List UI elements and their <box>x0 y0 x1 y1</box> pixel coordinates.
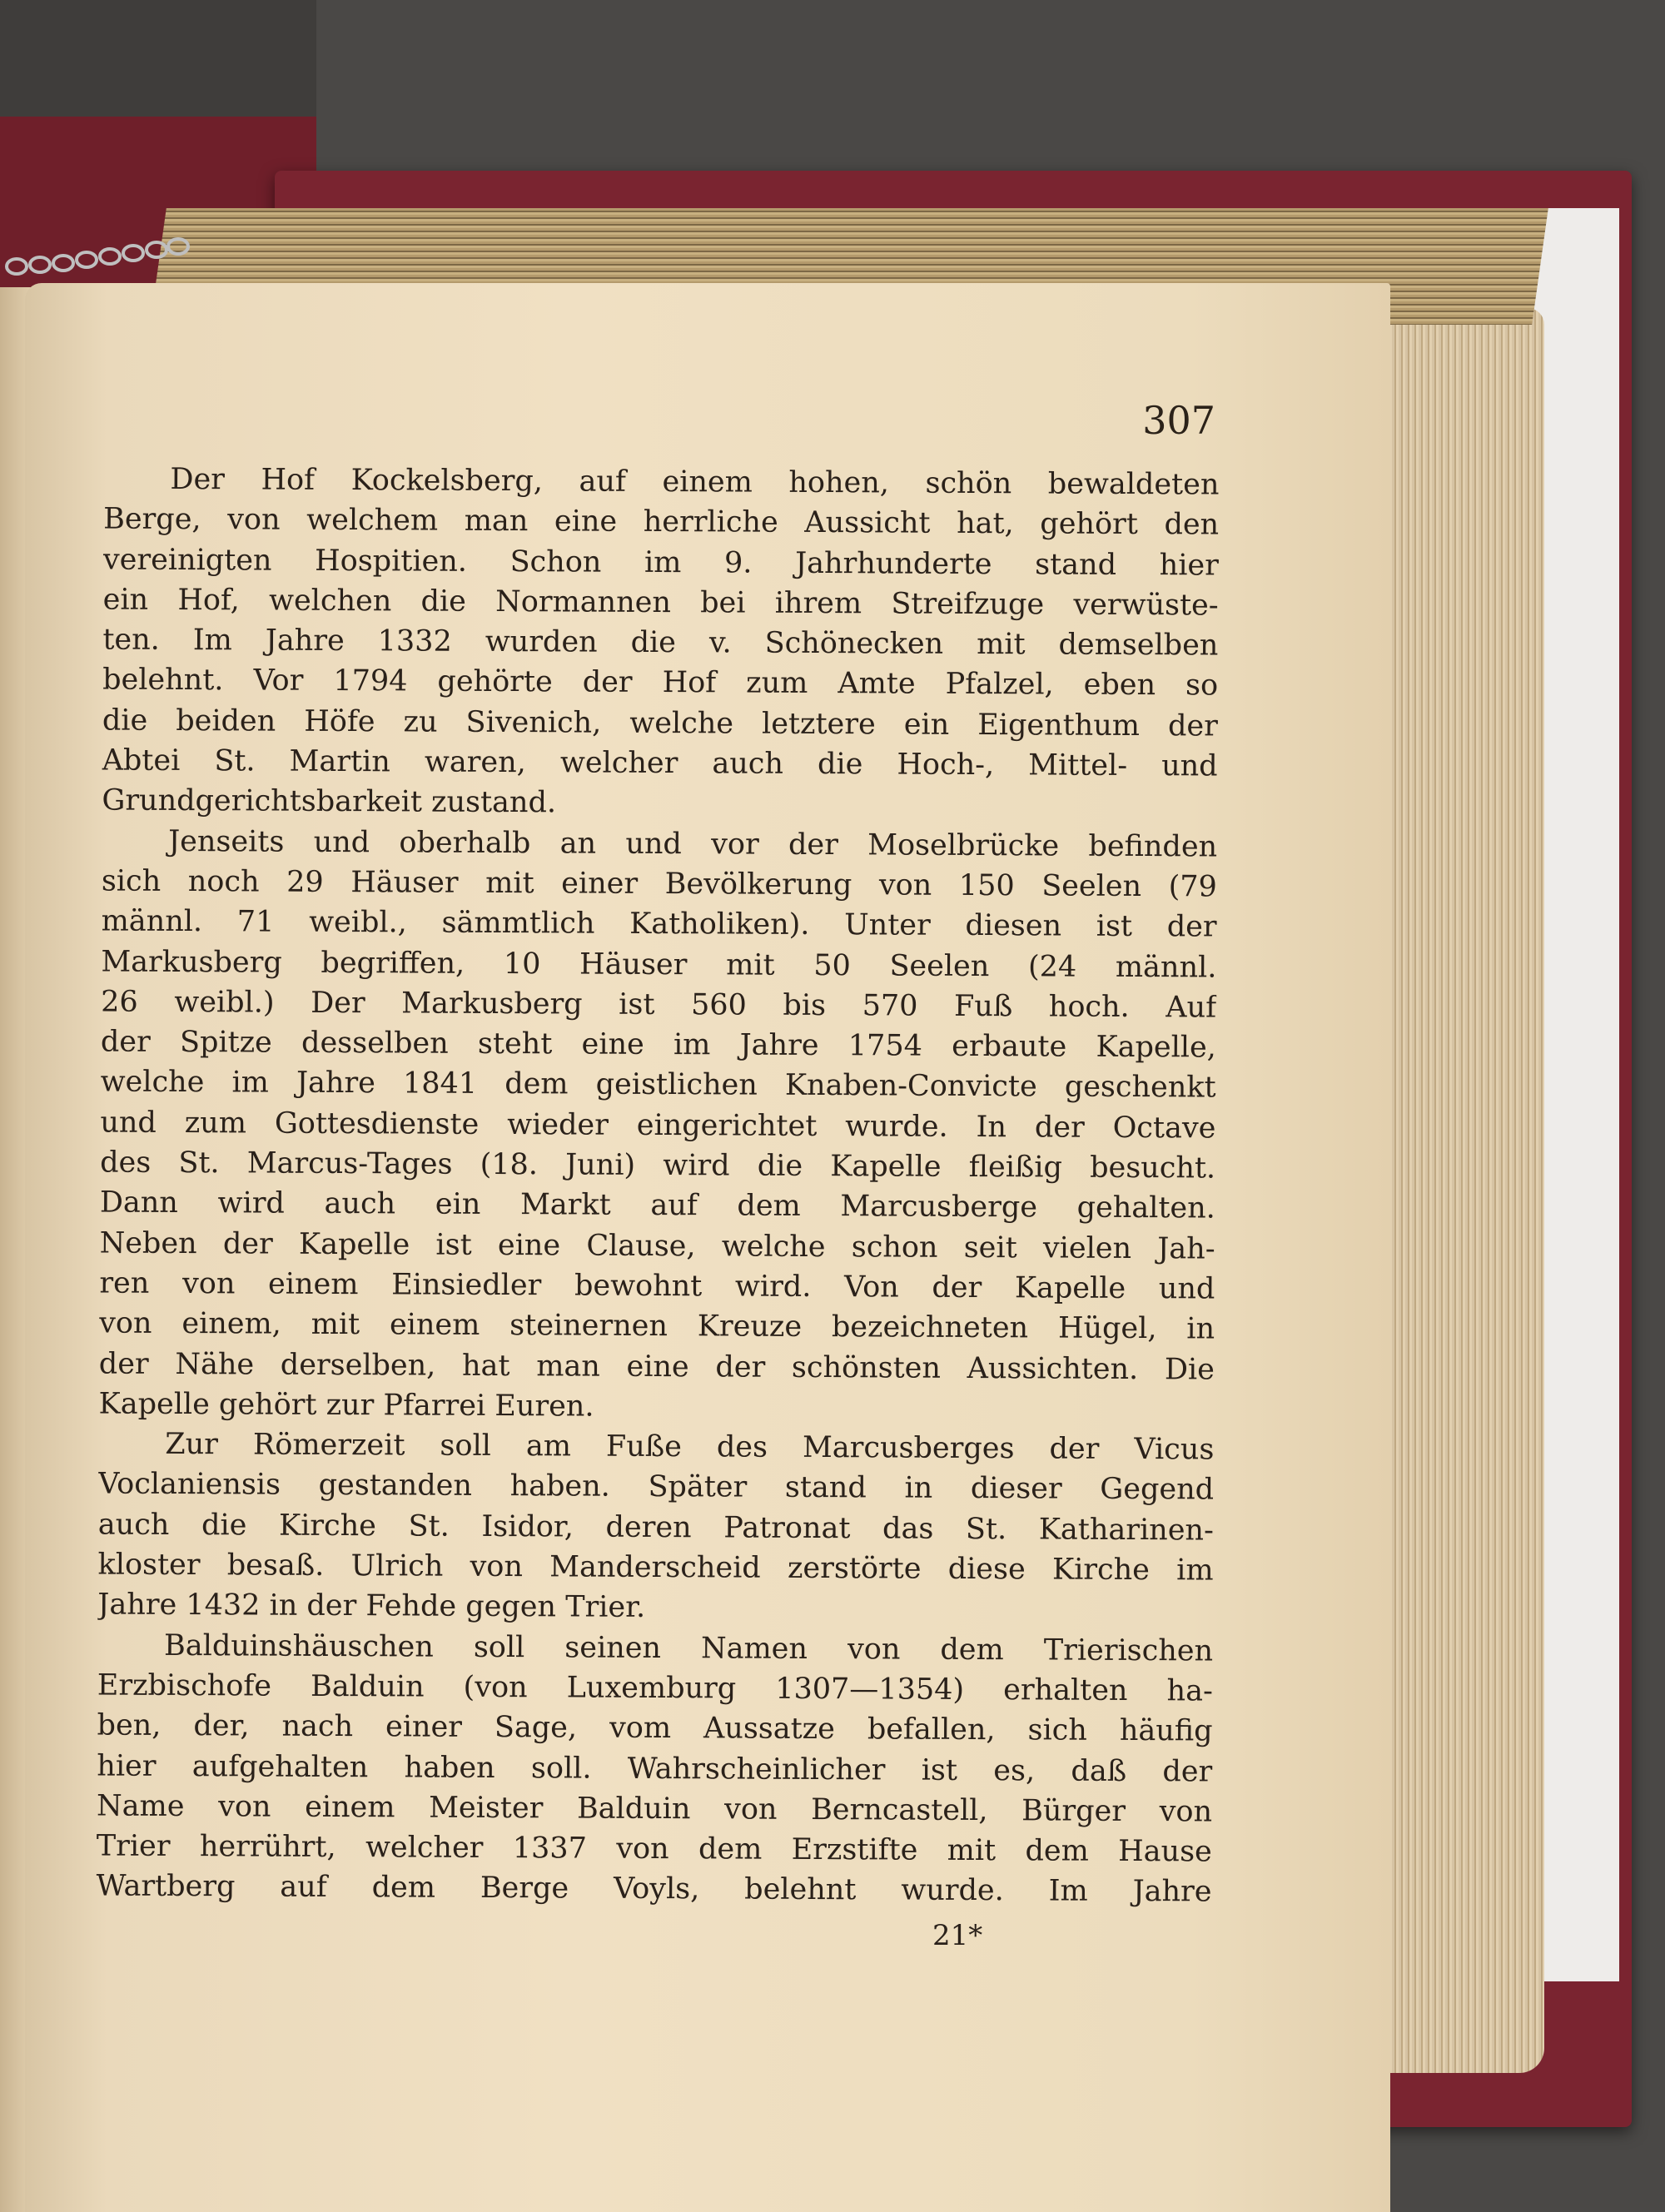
text-line: Grundgerichtsbarkeit zustand. <box>102 783 557 820</box>
text-line: von einem, mit einem steinernen Kreuze bezeichneten Hügel, in <box>99 1306 1215 1346</box>
printer-signature-mark: 21* <box>932 1919 983 1952</box>
text-line: Wartberg auf dem Berge Voyls, belehnt wurde. Im Jahre <box>96 1869 1212 1909</box>
text-line: welche im Jahre 1841 dem geistlichen Knaben-Convicte geschenkt <box>100 1065 1216 1105</box>
text-line: Abtei St. Martin waren, welcher auch die Hoch-, Mittel- und <box>102 743 1218 783</box>
text-line: kloster besaß. Ulrich von Manderscheid zerstörte diese Kirche im <box>97 1548 1214 1588</box>
text-line: der Nähe derselben, hat man eine der schönsten Aussichten. Die <box>98 1347 1215 1387</box>
text-line: Erzbischofe Balduin (von Luxemburg 1307—1354) erhalten ha- <box>97 1668 1213 1708</box>
page-number: 307 <box>1142 398 1215 443</box>
text-line: ben, der, nach einer Sage, vom Aussatze befallen, sich häufig <box>97 1708 1213 1748</box>
text-line: Der Hof Kockelsberg, auf einem hohen, schön bewaldeten <box>170 462 1220 502</box>
text-line: Balduinshäuschen soll seinen Namen von dem Trierischen <box>163 1628 1214 1668</box>
page-edges-side <box>1365 308 1544 2073</box>
page-text-block <box>96 460 1219 1913</box>
text-line: Voclaniensis gestanden haben. Später stand in dieser Gegend <box>98 1467 1215 1507</box>
text-line: Name von einem Meister Balduin von Berncastell, Bürger von <box>96 1789 1213 1829</box>
bookmark-chain <box>0 233 191 283</box>
text-line: Jahre 1432 in der Fehde gegen Trier. <box>97 1588 646 1625</box>
text-line: belehnt. Vor 1794 gehörte der Hof zum Amte Pfalzel, eben so <box>102 663 1219 703</box>
text-line: ten. Im Jahre 1332 wurden die v. Schönecken mit demselben <box>102 623 1219 663</box>
text-line: 26 weibl.) Der Markusberg ist 560 bis 570 Fuß hoch. Auf <box>101 985 1217 1025</box>
text-line: des St. Marcus-Tages (18. Juni) wird die Kapelle fleißig besucht. <box>100 1146 1216 1186</box>
text-line: der Spitze desselben steht eine im Jahre 1754 erbaute Kapelle, <box>100 1025 1216 1065</box>
text-line: Trier herrührt, welcher 1337 von dem Erzstifte mit dem Hause <box>96 1829 1212 1869</box>
text-line: hier aufgehalten haben soll. Wahrscheinlicher ist es, daß der <box>97 1748 1213 1788</box>
text-line: sich noch 29 Häuser mit einer Bevölkerung von 150 Seelen (79 <box>101 864 1217 904</box>
text-line: die beiden Höfe zu Sivenich, welche letztere ein Eigenthum der <box>102 703 1219 743</box>
text-line: Berge, von welchem man eine herrliche Aussicht hat, gehört den <box>103 502 1220 542</box>
text-line: ein Hof, welchen die Normannen bei ihrem Streifzuge verwüste- <box>102 583 1219 623</box>
text-line: Jenseits und oberhalb an und vor der Moselbrücke befinden <box>168 824 1218 864</box>
text-line: Markusberg begriffen, 10 Häuser mit 50 Seelen (24 männl. <box>101 945 1217 985</box>
text-line: Neben der Kapelle ist eine Clause, welche schon seit vielen Jah- <box>99 1226 1215 1266</box>
text-line: Zur Römerzeit soll am Fuße des Marcusberges der Vicus <box>165 1428 1215 1467</box>
text-line: männl. 71 weibl., sämmtlich Katholiken). Unter diesen ist der <box>101 904 1217 944</box>
text-line: Dann wird auch ein Markt auf dem Marcusberge gehalten. <box>99 1186 1215 1225</box>
text-line: ren von einem Einsiedler bewohnt wird. Von der Kapelle und <box>99 1266 1215 1306</box>
text-line: Kapelle gehört zur Pfarrei Euren. <box>98 1387 594 1424</box>
text-line: auch die Kirche St. Isidor, deren Patronat das St. Katharinen- <box>97 1508 1214 1548</box>
text-line: und zum Gottesdienste wieder eingerichtet wurde. In der Octave <box>100 1106 1216 1146</box>
text-line: vereinigten Hospitien. Schon im 9. Jahrhunderte stand hier <box>102 543 1220 583</box>
